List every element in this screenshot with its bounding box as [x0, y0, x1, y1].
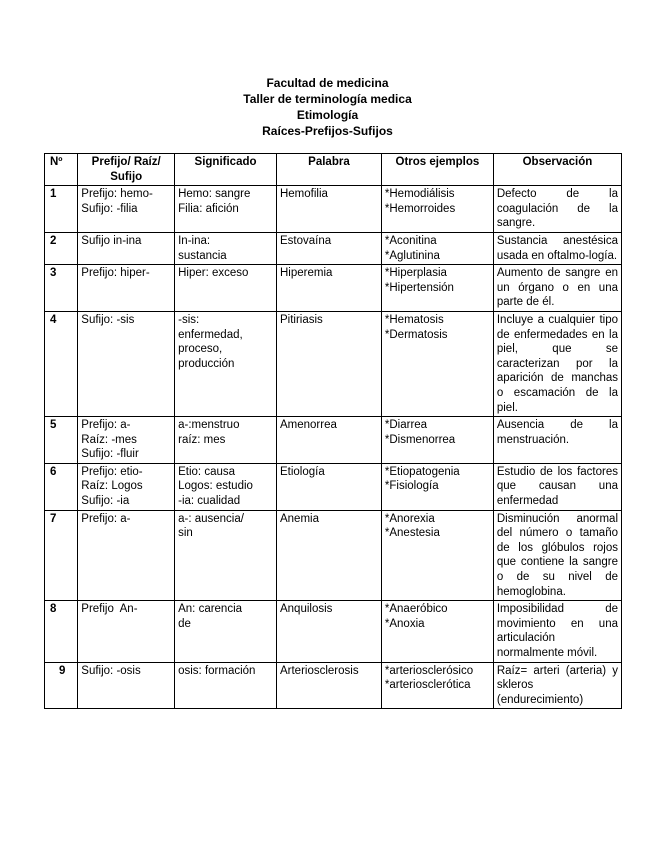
- examples-cell-line: *Hematosis: [384, 313, 444, 326]
- row-number: 3: [45, 265, 78, 312]
- meaning-cell-line: Logos: estudio: [178, 480, 253, 493]
- column-header-observation: Observación: [493, 154, 621, 186]
- meaning-cell-line: proceso,: [178, 343, 223, 356]
- examples-cell: [381, 417, 493, 464]
- examples-cell-line: *Hemorroides: [384, 202, 456, 215]
- affix-cell-line: Raíz: Logos: [81, 480, 143, 493]
- affix-cell-line: Sufijo: -ia: [81, 495, 130, 508]
- affix-cell-line: Prefijo An-: [81, 603, 138, 616]
- affix-cell-line: Prefijo: a-: [81, 419, 131, 432]
- examples-cell-line: *Diarrea: [384, 419, 428, 432]
- meaning-cell-line: enfermedad,: [178, 328, 243, 341]
- row-number: 5: [45, 417, 78, 464]
- document-header: [0, 75, 655, 139]
- examples-cell-line: *Fisiología: [384, 480, 439, 493]
- affix-cell-line: Prefijo: a-: [81, 512, 131, 525]
- meaning-cell-line: sin: [178, 527, 193, 540]
- table-row: [45, 417, 622, 464]
- affix-cell: [78, 662, 175, 709]
- examples-cell-line: *Hemodiálisis: [384, 188, 455, 201]
- column-header-meaning: Significado: [175, 154, 277, 186]
- affix-cell-line: Sufijo: -sis: [81, 313, 135, 326]
- affix-cell-line: Prefijo: hiper-: [81, 267, 150, 280]
- examples-cell: [381, 601, 493, 662]
- affix-cell: [78, 601, 175, 662]
- affix-cell: [78, 232, 175, 264]
- table-row: [45, 311, 622, 416]
- examples-cell: [381, 311, 493, 416]
- word-cell: Amenorrea: [276, 417, 381, 464]
- meaning-cell-line: Filia: afición: [178, 202, 239, 215]
- affix-cell: [78, 265, 175, 312]
- examples-cell-line: *Dismenorrea: [384, 433, 456, 446]
- column-header-affix: Prefijo/ Raíz/ Sufijo: [78, 154, 175, 186]
- row-number: 9: [45, 662, 78, 709]
- examples-cell: [381, 510, 493, 601]
- examples-cell-line: *arteriosclerósico: [384, 664, 474, 677]
- word-cell: Etiología: [276, 463, 381, 510]
- meaning-cell: [175, 265, 277, 312]
- word-cell: Pitiriasis: [276, 311, 381, 416]
- meaning-cell: [175, 186, 277, 233]
- affix-cell-line: Prefijo: etio-: [81, 465, 143, 478]
- table-header-row: [45, 154, 622, 186]
- meaning-cell-line: -sis:: [178, 313, 200, 326]
- row-number: 7: [45, 510, 78, 601]
- row-number: 4: [45, 311, 78, 416]
- examples-cell: [381, 265, 493, 312]
- observation-cell: Sustancia anestésica usada en oftalmo-logía.: [493, 232, 621, 264]
- meaning-cell-line: Hemo: sangre: [178, 188, 251, 201]
- examples-cell-line: *Anaeróbico: [384, 603, 448, 616]
- affix-cell-line: Prefijo: hemo-: [81, 188, 153, 201]
- observation-cell: Aumento de sangre en un órgano o en una parte de él.: [493, 265, 621, 312]
- table-row: [45, 662, 622, 709]
- observation-cell: Disminución anormal del número o tamaño de los glóbulos rojos que contiene la sangre o de su nivel de hemoglobina.: [493, 510, 621, 601]
- meaning-cell: [175, 601, 277, 662]
- meaning-cell-line: producción: [178, 357, 235, 370]
- examples-cell: [381, 662, 493, 709]
- meaning-cell-line: In-ina:: [178, 234, 211, 247]
- word-cell: Anemia: [276, 510, 381, 601]
- meaning-cell: [175, 311, 277, 416]
- table-row: [45, 186, 622, 233]
- meaning-cell-line: An: carencia: [178, 603, 243, 616]
- meaning-cell-line: osis: formación: [178, 664, 256, 677]
- column-header-examples: Otros ejemplos: [381, 154, 493, 186]
- examples-cell-line: *Aglutinina: [384, 249, 440, 262]
- examples-cell-line: *Etiopatogenia: [384, 465, 460, 478]
- examples-cell: [381, 463, 493, 510]
- row-number: 1: [45, 186, 78, 233]
- affix-cell-line: Sufijo: -osis: [81, 664, 141, 677]
- affix-cell-line: Raíz: -mes: [81, 433, 137, 446]
- table-row: [45, 265, 622, 312]
- meaning-cell: [175, 232, 277, 264]
- table-row: [45, 601, 622, 662]
- meaning-cell: [175, 662, 277, 709]
- meaning-cell-line: -ia: cualidad: [178, 495, 241, 508]
- column-header-number: Nº: [45, 154, 78, 186]
- meaning-cell-line: raíz: mes: [178, 433, 226, 446]
- subject-title: Etimología: [296, 108, 359, 122]
- word-cell: Hemofilia: [276, 186, 381, 233]
- affix-cell-line: Sufijo in-ina: [81, 234, 142, 247]
- examples-cell: [381, 232, 493, 264]
- examples-cell-line: *Hipertensión: [384, 281, 454, 294]
- examples-cell-line: *Anestesia: [384, 527, 440, 540]
- observation-cell: Ausencia de la menstruación.: [493, 417, 621, 464]
- affix-cell: [78, 186, 175, 233]
- table-row: [45, 463, 622, 510]
- affix-cell: [78, 510, 175, 601]
- table-row: [45, 232, 622, 264]
- meaning-cell-line: sustancia: [178, 249, 227, 262]
- affix-cell: [78, 417, 175, 464]
- observation-cell: Defecto de la coagulación de la sangre.: [493, 186, 621, 233]
- row-number: 8: [45, 601, 78, 662]
- examples-cell-line: *Aconitina: [384, 234, 437, 247]
- table-row: [45, 510, 622, 601]
- meaning-cell-line: Hiper: exceso: [178, 267, 249, 280]
- table-body: [45, 186, 622, 709]
- examples-cell: [381, 186, 493, 233]
- affix-cell: [78, 311, 175, 416]
- affix-cell-line: Sufijo: -fluir: [81, 448, 139, 461]
- terminology-table: [44, 153, 622, 709]
- observation-cell: Incluye a cualquier tipo de enfermedades en la piel, que se caracterizan por la aparición de manchas o escamación de la piel.: [493, 311, 621, 416]
- column-header-word: Palabra: [276, 154, 381, 186]
- row-number: 2: [45, 232, 78, 264]
- meaning-cell: [175, 463, 277, 510]
- observation-cell: Raíz= arteri (arteria) y skleros (endurecimiento): [493, 662, 621, 709]
- word-cell: Anquilosis: [276, 601, 381, 662]
- examples-cell-line: *Anorexia: [384, 512, 435, 525]
- examples-cell-line: *Dermatosis: [384, 328, 448, 341]
- examples-cell-line: *Anoxia: [384, 617, 425, 630]
- word-cell: Arteriosclerosis: [276, 662, 381, 709]
- examples-cell-line: *arteriosclerótica: [384, 679, 471, 692]
- observation-cell: Imposibilidad de movimiento en una articulación normalmente móvil.: [493, 601, 621, 662]
- word-cell: Hiperemia: [276, 265, 381, 312]
- meaning-cell: [175, 417, 277, 464]
- meaning-cell-line: a-:menstruo: [178, 419, 240, 432]
- meaning-cell-line: de: [178, 617, 191, 630]
- affix-cell: [78, 463, 175, 510]
- faculty-title: Facultad de medicina: [266, 76, 389, 90]
- meaning-cell-line: Etio: causa: [178, 465, 236, 478]
- affix-cell-line: Sufijo: -filia: [81, 202, 138, 215]
- row-number: 6: [45, 463, 78, 510]
- workshop-title: Taller de terminología medica: [243, 92, 412, 106]
- meaning-cell-line: a-: ausencia/: [178, 512, 244, 525]
- word-cell: Estovaína: [276, 232, 381, 264]
- meaning-cell: [175, 510, 277, 601]
- topic-title: Raíces-Prefijos-Sufijos: [262, 124, 393, 138]
- examples-cell-line: *Hiperplasia: [384, 267, 447, 280]
- observation-cell: Estudio de los factores que causan una enfermedad: [493, 463, 621, 510]
